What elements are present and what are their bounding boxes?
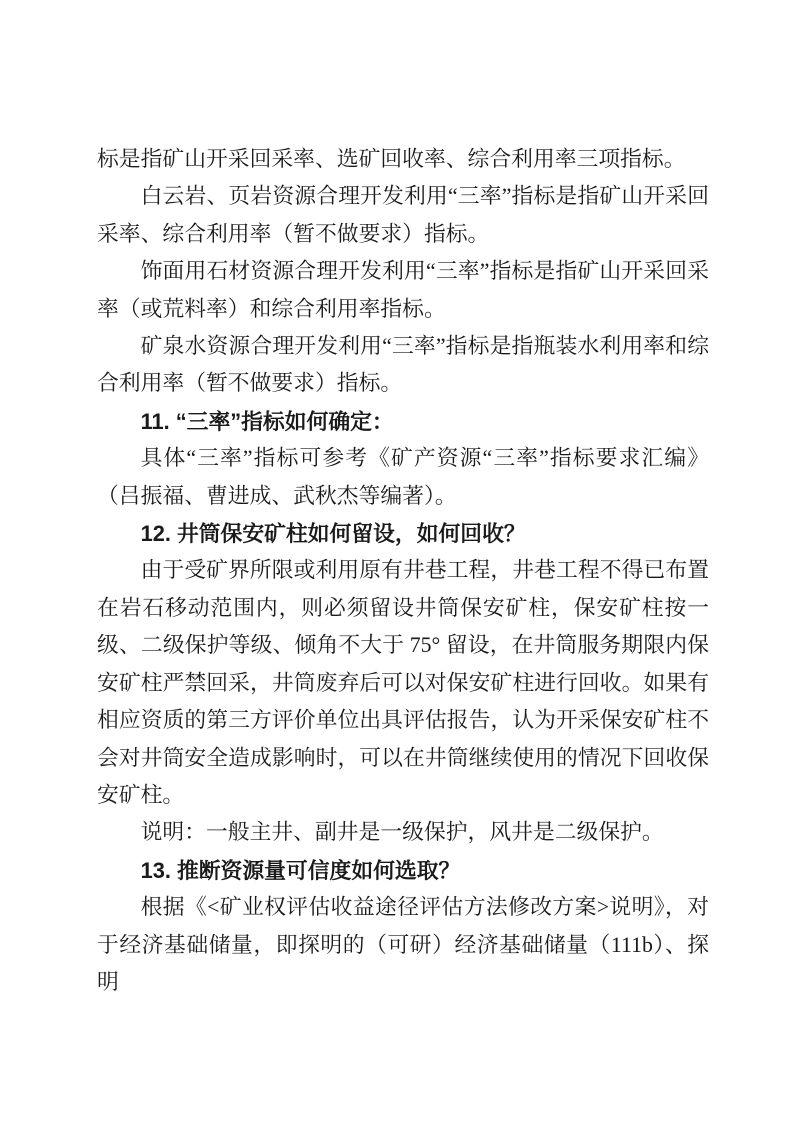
body-paragraph: 白云岩、页岩资源合理开发利用“三率”指标是指矿山开采回采率、综合利用率（暂不做要求）指标。 [97,184,709,246]
page-text-block [97,141,709,1001]
section-heading: 11. “三率”指标如何确定： [140,408,394,434]
body-paragraph: 矿泉水资源合理开发利用“三率”指标是指瓶装水利用率和综合利用率（暂不做要求）指标。 [97,334,709,396]
body-paragraph: 由于受矿界所限或利用原有井巷工程，井巷工程不得已布置在岩石移动范围内，则必须留设井筒保安矿柱，保安矿柱按一级、二级保护等级、倾角不大于 75° 留设，在井筒服务期限内保安矿柱严禁回采，井筒废弃后可以对保安矿柱进行回收。如果有相应资质的第三方评价单位出具评估报告，认为开采保安矿柱不会对井筒安全造成影响时，可以在井筒继续使用的情况下回收保安矿柱。 [97,558,709,807]
section-heading: 12. 井筒保安矿柱如何留设，如何回收？ [140,521,526,547]
body-paragraph: 根据《<矿业权评估收益途径评估方法修改方案>说明》，对于经济基础储量，即探明的（可研）经济基础储量（111b）、探明 [97,895,709,994]
body-paragraph: 具体“三率”指标可参考《矿产资源“三率”指标要求汇编》（吕振福、曹进成、武秋杰等编著）。 [97,446,709,508]
body-paragraph: 饰面用石材资源合理开发利用“三率”指标是指矿山开采回采率（或荒料率）和综合利用率指标。 [97,259,709,321]
body-paragraph: 说明：一般主井、副井是一级保护，风井是二级保护。 [140,820,664,845]
body-paragraph: 标是指矿山开采回采率、选矿回收率、综合利用率三项指标。 [97,147,686,171]
section-heading: 13. 推断资源量可信度如何选取？ [140,857,461,883]
